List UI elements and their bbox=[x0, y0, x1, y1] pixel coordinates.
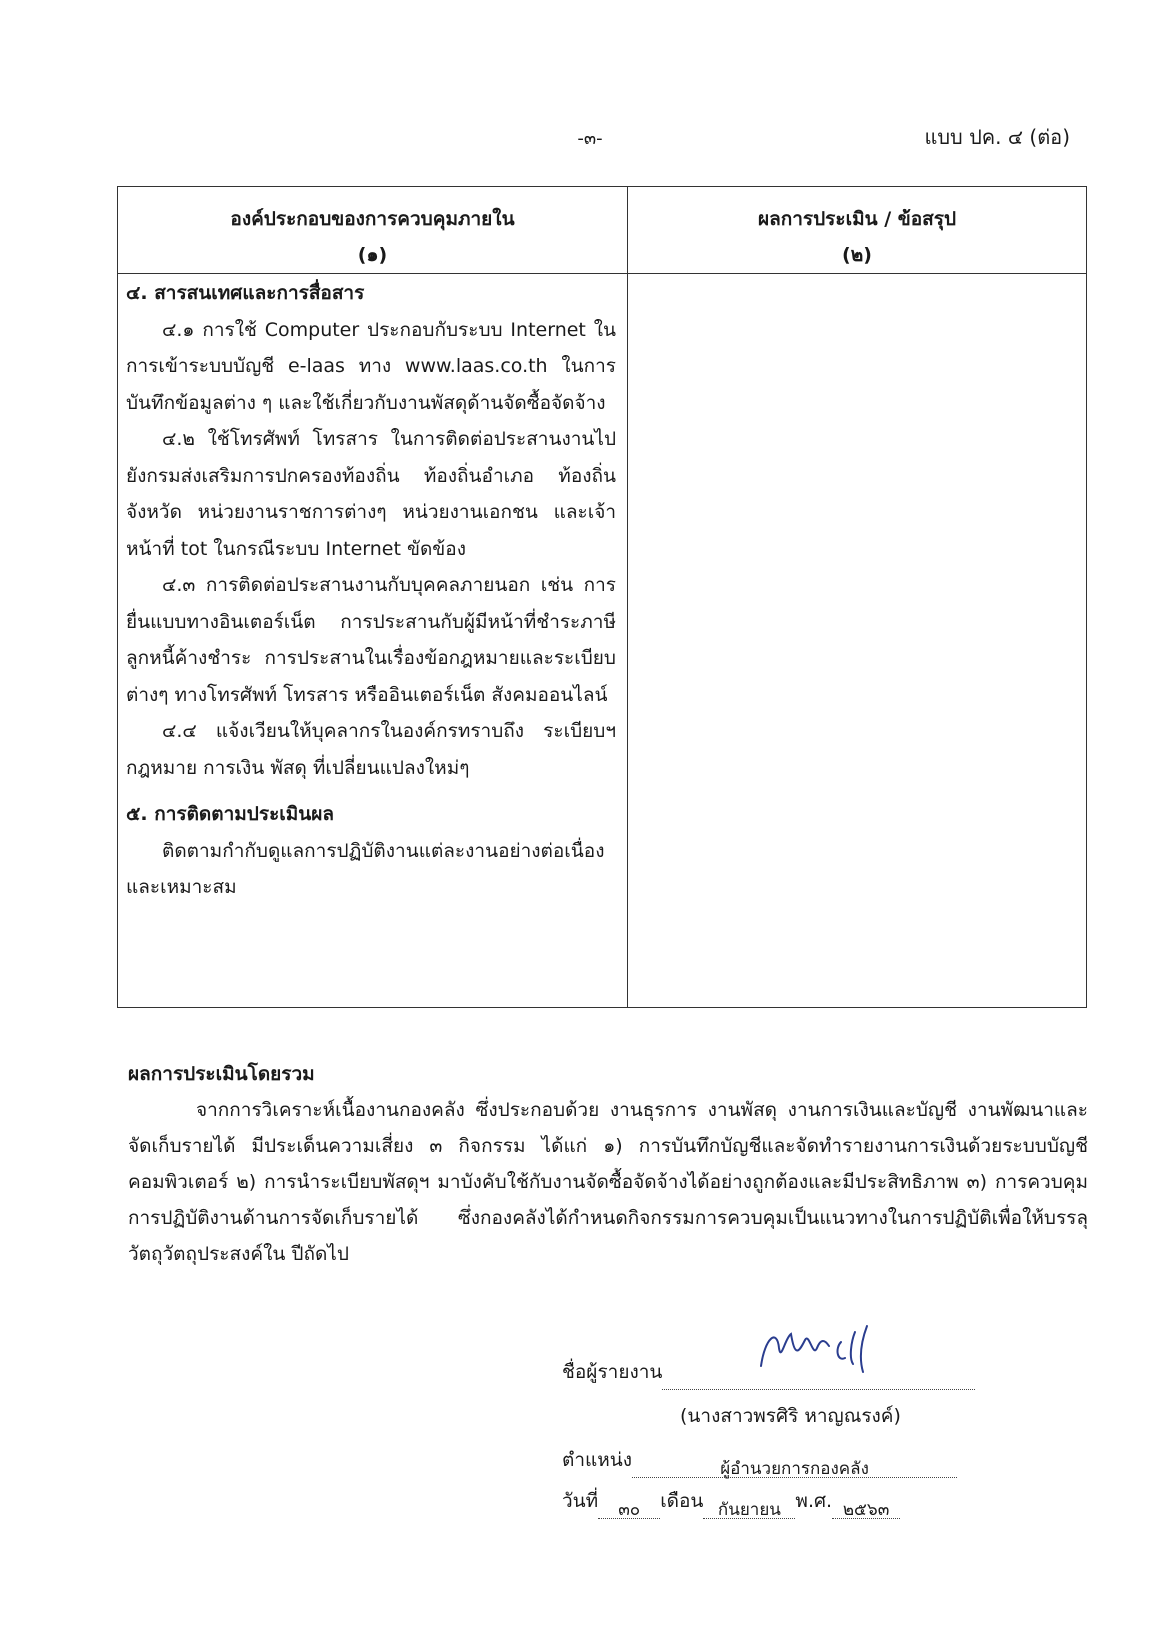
date-line bbox=[562, 1483, 900, 1519]
overall-assessment-title: ผลการประเมินโดยรวม bbox=[128, 1063, 315, 1085]
date-label: วันที่ bbox=[562, 1490, 599, 1512]
date-day: ๓๐ bbox=[598, 1492, 660, 1519]
overall-assessment-body: จากการวิเคราะห์เนื้องานกองคลัง ซึ่งประกอบด้วย งานธุรการ งานพัสดุ งานการเงินและบัญชี งานพัฒนาและจัดเก็บรายได้ มีประเด็นความเสี่ยง ๓ กิจกรรม ได้แก่ ๑) การบันทึกบัญชีและจัดทำรายงานการเงินด้วยระบบบัญชีคอมพิวเตอร์ ๒) การนำระเบียบพัสดุฯ มาบังคับใช้กับงานจัดซื้อจัดจ้างได้อย่างถูกต้องและมีประสิทธิภาพ ๓) การควบคุมการปฏิบัติงานด้านการจัดเก็บรายได้ ซึ่งกองคลังได้กำหนดกิจกรรมการควบคุมเป็นแนวทางในการปฏิบัติเพื่อให้บรรลุวัตถุวัตถุประสงค์ใน ปีถัดไป bbox=[128, 1099, 1088, 1265]
overall-assessment bbox=[128, 1056, 1088, 1272]
column-2-header bbox=[628, 201, 1086, 273]
column-1-header bbox=[118, 201, 627, 273]
reporter-signature-field bbox=[662, 1363, 975, 1390]
item-4-2: ๔.๒ ใช้โทรศัพท์ โทรสาร ในการติดต่อประสานงานไปยังกรมส่งเสริมการปกครองท้องถิ่น ท้องถิ่นอำเภอ ท้องถิ่นจังหวัด หน่วยงานราชการต่างๆ หน่วยงานเอกชน และเจ้าหน้าที่ tot ในกรณีระบบ Internet ขัดข้อง bbox=[126, 428, 616, 560]
position-value: ผู้อำนวยการกองคลัง bbox=[632, 1451, 957, 1478]
form-code: แบบ ปค. ๔ (ต่อ) bbox=[924, 125, 1070, 149]
section-5-title: ๕. การติดตามประเมินผล bbox=[126, 803, 335, 825]
control-assessment-table bbox=[117, 186, 1087, 1008]
position-label: ตำแหน่ง bbox=[562, 1449, 633, 1471]
page-number: -๓- bbox=[577, 128, 603, 149]
item-4-1: ๔.๑ การใช้ Computer ประกอบกับระบบ Internet ในการเข้าระบบบัญชี e-laas ทาง www.laas.co.th ในการบันทึกข้อมูลต่าง ๆ และใช้เกี่ยวกับงานพัสดุด้านจัดซื้อจัดจ้าง bbox=[126, 318, 616, 414]
column-1-number: (๑) bbox=[357, 244, 388, 266]
column-divider bbox=[627, 187, 628, 1007]
reporter-line bbox=[562, 1354, 975, 1390]
column-1-content bbox=[126, 275, 616, 906]
column-2-number: (๒) bbox=[842, 244, 872, 266]
date-year: ๒๕๖๓ bbox=[832, 1492, 900, 1519]
date-month: กันยายน bbox=[703, 1492, 795, 1519]
header-divider bbox=[118, 273, 1086, 274]
item-4-3: ๔.๓ การติดต่อประสานงานกับบุคคลภายนอก เช่น การยื่นแบบทางอินเตอร์เน็ต การประสานกับผู้มีหน้าที่ชำระภาษี ลูกหนี้ค้างชำระ การประสานในเรื่องข้อกฎหมายและระเบียบต่างๆ ทางโทรศัพท์ โทรสาร หรืออินเตอร์เน็ต สังคมออนไลน์ bbox=[126, 574, 616, 706]
column-2-title: ผลการประเมิน / ข้อสรุป bbox=[757, 208, 957, 230]
section-4-title: ๔. สารสนเทศและการสื่อสาร bbox=[126, 282, 365, 304]
month-label: เดือน bbox=[660, 1490, 704, 1512]
year-label: พ.ศ. bbox=[795, 1490, 833, 1512]
column-1-title: องค์ประกอบของการควบคุมภายใน bbox=[230, 208, 515, 230]
reporter-name: (นางสาวพรศิริ หาญณรงค์) bbox=[680, 1405, 901, 1427]
spacer bbox=[126, 786, 616, 796]
item-5: ติดตามกำกับดูแลการปฏิบัติงานแต่ละงานอย่างต่อเนื่องและเหมาะสม bbox=[126, 839, 605, 898]
reporter-label: ชื่อผู้รายงาน bbox=[562, 1361, 663, 1383]
position-line bbox=[562, 1442, 957, 1478]
item-4-4: ๔.๔ แจ้งเวียนให้บุคลากรในองค์กรทราบถึง ระเบียบฯ กฎหมาย การเงิน พัสดุ ที่เปลี่ยนแปลงใหม่ๆ bbox=[126, 720, 616, 779]
